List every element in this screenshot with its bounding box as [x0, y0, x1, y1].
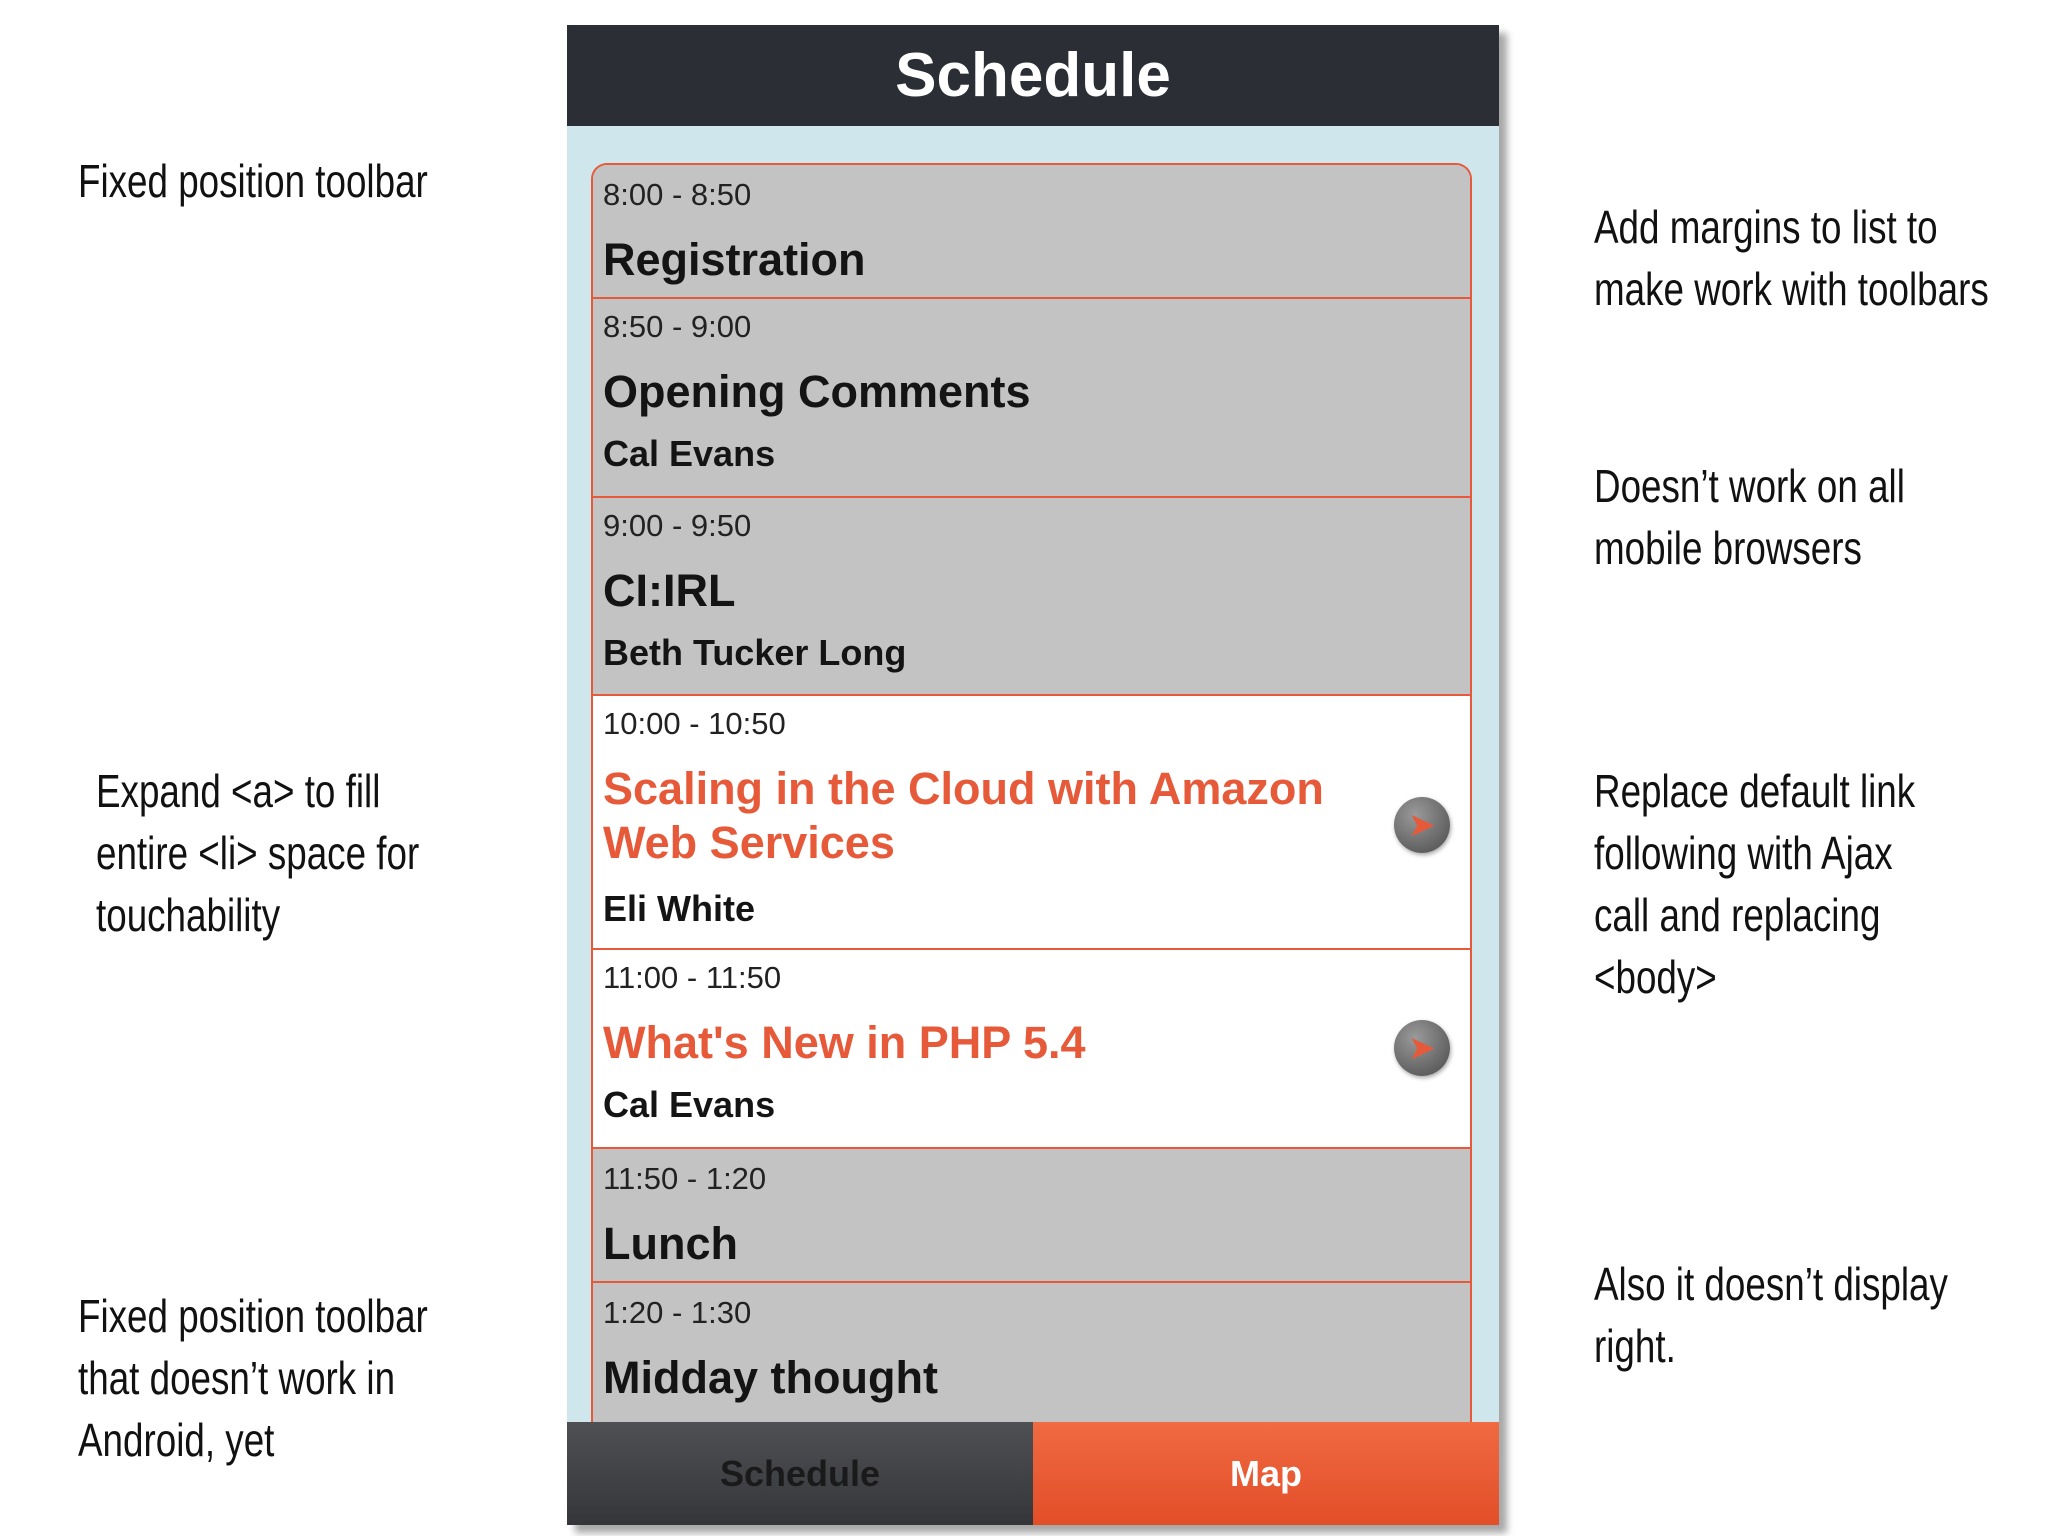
note-line: Add margins to list to [1594, 201, 1938, 253]
note-line: Doesn’t work on all [1594, 460, 1905, 512]
session-link[interactable] [593, 696, 1470, 950]
note-line: Fixed position toolbar [78, 155, 428, 207]
session-time: 11:00 - 11:50 [603, 960, 782, 995]
session-title: What's New in PHP 5.4 [603, 1017, 1086, 1068]
note-line: call and replacing [1594, 889, 1881, 941]
page-title: Schedule [895, 41, 1171, 110]
tab-schedule[interactable] [567, 1422, 1033, 1525]
session-time: 8:00 - 8:50 [603, 177, 752, 212]
note-line: following with Ajax [1594, 827, 1893, 879]
list-item [593, 165, 1470, 299]
session-time: 1:20 - 1:30 [603, 1295, 752, 1330]
session-title: Midday thought [603, 1352, 938, 1403]
note-line: entire <li> space for [96, 827, 420, 879]
note-mobile-browsers [1594, 455, 1905, 579]
session-time: 11:50 - 1:20 [603, 1161, 767, 1196]
session-title: Lunch [603, 1218, 738, 1269]
note-display [1594, 1253, 1948, 1377]
session-time: 9:00 - 9:50 [603, 508, 752, 543]
session-link[interactable] [593, 950, 1470, 1149]
session-speaker: Cal Evans [603, 433, 776, 474]
note-expand-anchor [96, 760, 419, 946]
session-speaker: Cal Evans [603, 1084, 776, 1125]
note-fixed-toolbar [78, 150, 428, 212]
note-line: <body> [1594, 951, 1717, 1003]
session-time: 8:50 - 9:00 [603, 309, 752, 344]
note-line: mobile browsers [1594, 522, 1862, 574]
note-line: that doesn’t work in [78, 1352, 396, 1404]
note-line: right. [1594, 1320, 1676, 1372]
chevron-right-icon: ➤ [1394, 1020, 1450, 1076]
session-title: Scaling in the Cloud with Amazon Web Services [603, 763, 1324, 868]
note-line: touchability [96, 889, 281, 941]
list-item [593, 1149, 1470, 1283]
header-toolbar [567, 25, 1499, 126]
footer-toolbar [567, 1422, 1499, 1525]
note-ajax [1594, 760, 1915, 1008]
session-title: Registration [603, 234, 866, 285]
chevron-right-icon: ➤ [1394, 797, 1450, 853]
note-line: Android, yet [78, 1414, 275, 1466]
tab-map[interactable] [1033, 1422, 1499, 1525]
note-fixed-toolbar-android [78, 1285, 428, 1471]
list-item [593, 498, 1470, 696]
note-line: Fixed position toolbar [78, 1290, 428, 1342]
tab-label: Schedule [719, 1452, 881, 1494]
session-speaker: Eli White [603, 888, 755, 929]
session-time: 10:00 - 10:50 [603, 706, 786, 741]
note-line: Also it doesn’t display [1594, 1258, 1948, 1310]
list-item [593, 299, 1470, 498]
list-item [593, 1283, 1470, 1443]
note-line: make work with toolbars [1594, 263, 1989, 315]
session-title: CI:IRL [603, 565, 736, 616]
phone-screen [567, 25, 1499, 1525]
note-line: Expand <a> to fill [96, 765, 381, 817]
schedule-list [591, 163, 1472, 1452]
note-line: Replace default link [1594, 765, 1916, 817]
tab-label: Map [1230, 1452, 1302, 1494]
note-margins [1594, 196, 1989, 320]
session-speaker: Beth Tucker Long [603, 632, 907, 673]
session-title: Opening Comments [603, 366, 1031, 417]
